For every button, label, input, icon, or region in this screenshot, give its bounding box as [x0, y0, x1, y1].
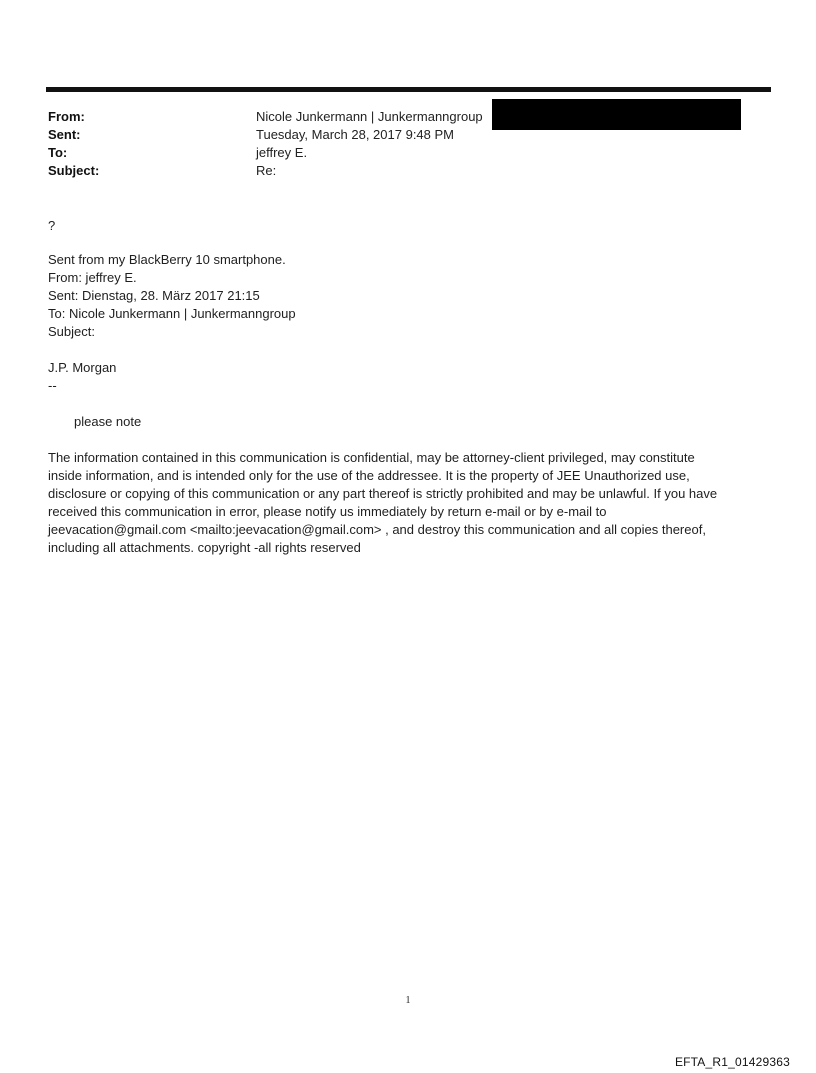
- to-row: [48, 144, 748, 162]
- disclaimer-line: received this communication in error, please notify us immediately by return e-mail or by e-mail to: [48, 504, 607, 519]
- disclaimer-line: disclosure or copying of this communication or any part thereof is strictly prohibited and may be unlawful. If you have: [48, 486, 718, 501]
- to-label: To:: [48, 145, 68, 160]
- sent-label: Sent:: [48, 127, 81, 142]
- subject-row: [48, 162, 748, 180]
- to-value: jeffrey E.: [256, 145, 308, 160]
- signature-separator: --: [48, 378, 57, 393]
- subject-label: Subject:: [48, 163, 100, 178]
- from-label: From:: [48, 109, 85, 124]
- sent-value: Tuesday, March 28, 2017 9:48 PM: [256, 127, 454, 142]
- email-header: [48, 108, 748, 180]
- forwarded-header: [48, 251, 748, 341]
- forwarded-line: To: Nicole Junkermann | Junkermanngroup: [48, 306, 296, 321]
- forwarded-line: Subject:: [48, 324, 95, 339]
- sent-row: [48, 126, 748, 144]
- signature-line: J.P. Morgan: [48, 360, 117, 375]
- forwarded-line: From: jeffrey E.: [48, 270, 137, 285]
- disclaimer-line: including all attachments. copyright -all rights reserved: [48, 540, 361, 555]
- page-number: 1: [405, 995, 411, 1006]
- confidentiality-disclaimer: [48, 449, 754, 557]
- document-id: EFTA_R1_01429363: [674, 1055, 790, 1069]
- from-row: [48, 108, 748, 126]
- disclaimer-line: jeevacation@gmail.com <mailto:jeevacation@gmail.com> , and destroy this communication and all copies thereof,: [48, 522, 706, 537]
- disclaimer-line: inside information, and is intended only for the use of the addressee. It is the property of JEE Unauthorized use,: [48, 468, 690, 483]
- forwarded-line: Sent: Dienstag, 28. März 2017 21:15: [48, 288, 260, 303]
- forwarded-line: Sent from my BlackBerry 10 smartphone.: [48, 252, 286, 267]
- from-value: Nicole Junkermann | Junkermanngroup: [256, 109, 483, 124]
- header-divider: [46, 87, 771, 92]
- disclaimer-line: The information contained in this communication is confidential, may be attorney-client privileged, may constitute: [48, 450, 695, 465]
- please-note-text: please note: [74, 414, 142, 429]
- reply-text: ?: [48, 218, 56, 233]
- signature-block: [48, 359, 748, 395]
- subject-value: Re:: [256, 163, 277, 178]
